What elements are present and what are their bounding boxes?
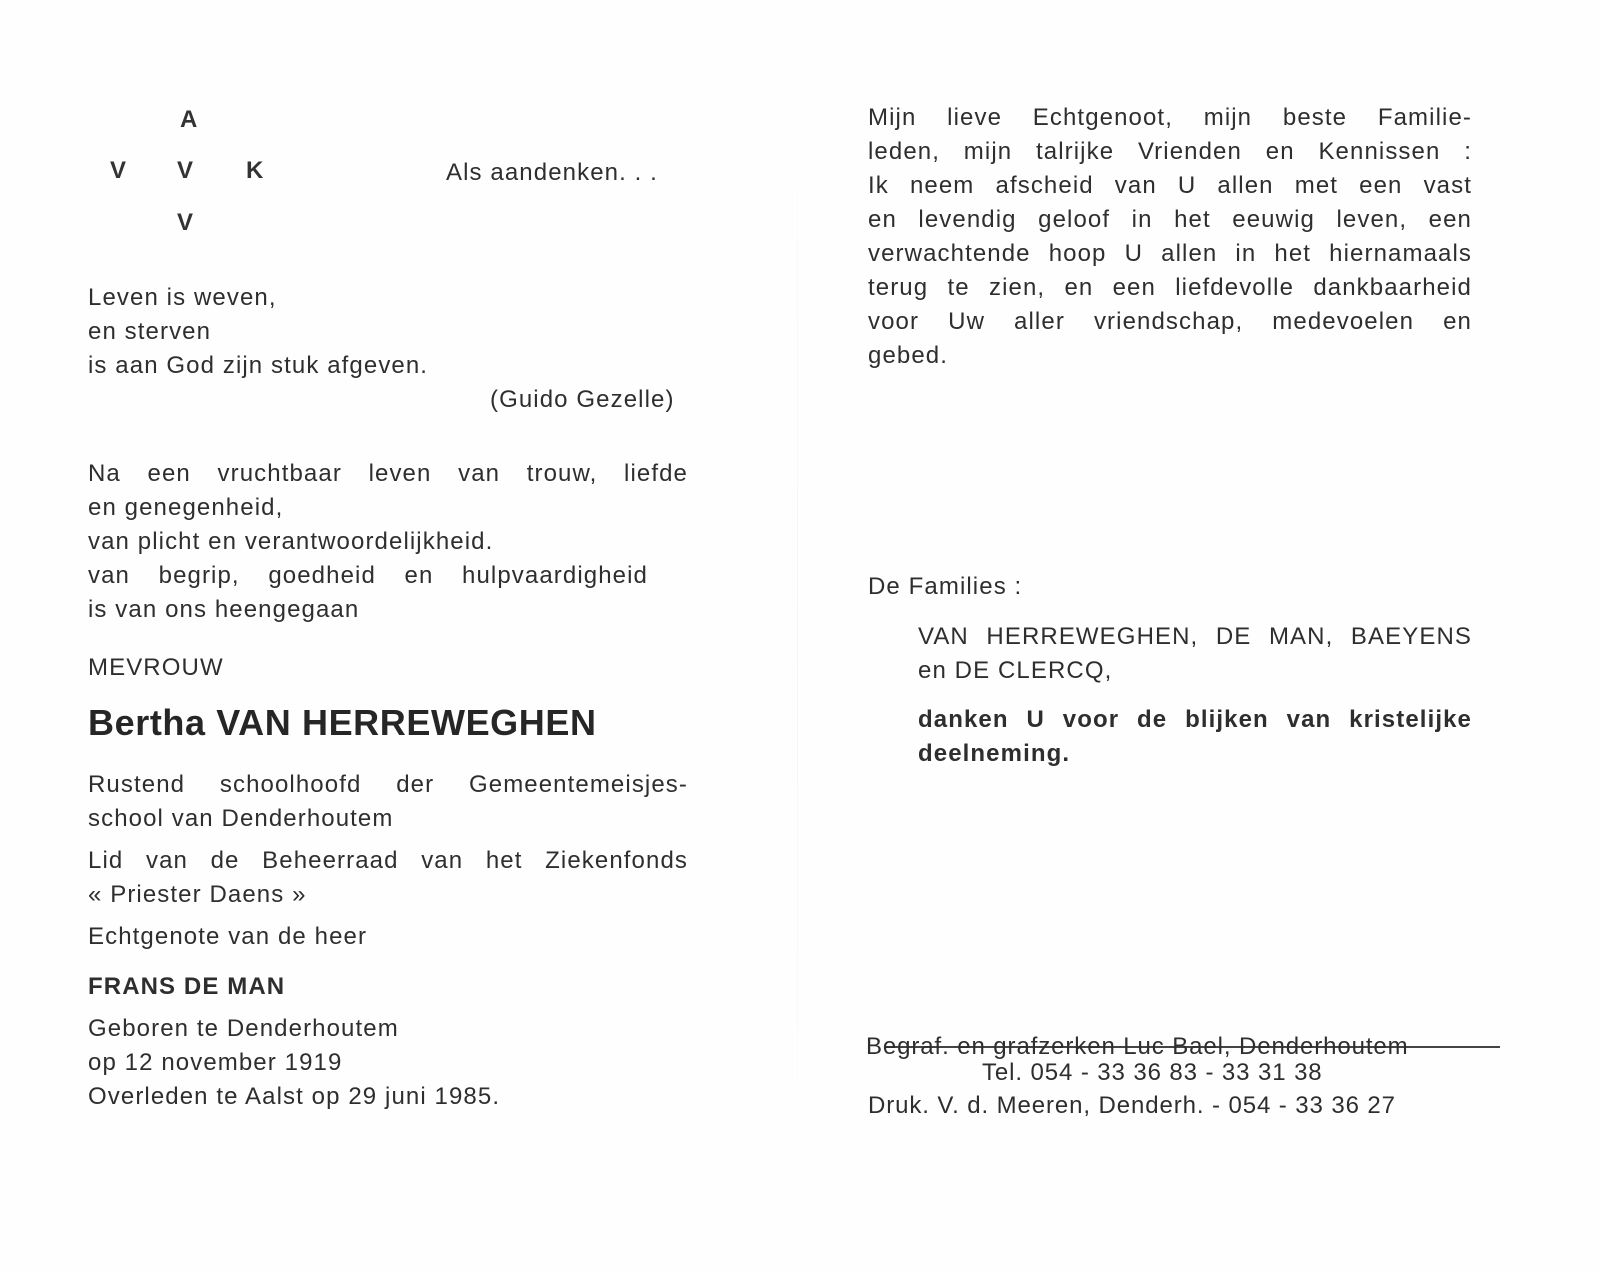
intro-line: van begrip, goedheid en hulpvaardigheid (88, 562, 648, 589)
spouse-name: FRANS DE MAN (88, 973, 286, 1000)
cross-letter-left: V (110, 157, 127, 184)
cross-letter-top: A (180, 106, 198, 133)
poem-line: is aan God zijn stuk afgeven. (88, 352, 429, 379)
families-line: VAN HERREWEGHEN, DE MAN, BAEYENS (918, 623, 1472, 650)
cross-letter-center: V (177, 157, 194, 184)
poem (88, 281, 428, 383)
thanks-line: deelneming. (918, 740, 1071, 767)
role-line: school van Denderhoutem (88, 805, 394, 832)
date-line: op 12 november 1919 (88, 1049, 343, 1076)
intro-line: Na een vruchtbaar leven van trouw, liefde (88, 460, 688, 487)
memorial-heading: Als aandenken. . . (446, 159, 658, 186)
intro-line: en genegenheid, (88, 494, 284, 521)
title-mevrouw: MEVROUW (88, 654, 224, 681)
date-line: Geboren te Denderhoutem (88, 1015, 399, 1042)
footer-phone: Tel. 054 - 33 36 83 - 33 31 38 (982, 1059, 1323, 1086)
thanks-text (918, 703, 1472, 771)
role-line: Rustend schoolhoofd der Gemeentemeisjes- (88, 771, 688, 798)
farewell-paragraph (868, 101, 1472, 373)
intro-line: is van ons heengegaan (88, 596, 360, 623)
life-dates (88, 1012, 500, 1114)
farewell-line: en levendig geloof in het eeuwig leven, een (868, 206, 1472, 233)
farewell-line: verwachtende hoop U allen in het hiernamaals (868, 240, 1472, 267)
farewell-line: leden, mijn talrijke Vrienden en Kennissen : (868, 138, 1472, 165)
spouse-intro: Echtgenote van de heer (88, 923, 368, 950)
families-line: en DE CLERCQ, (918, 657, 1113, 684)
farewell-line: Ik neem afscheid van U allen met een vast (868, 172, 1472, 199)
role-line: Lid van de Beheerraad van het Ziekenfonds (88, 847, 688, 874)
farewell-line: gebed. (868, 342, 949, 369)
intro-paragraph (88, 457, 688, 627)
poem-line: Leven is weven, (88, 284, 277, 311)
footer-funeral: Begraf. en grafzerken Luc Bael, Denderhoutem (866, 1033, 1409, 1060)
families-list (918, 620, 1472, 688)
deceased-name: Bertha VAN HERREWEGHEN (88, 702, 597, 743)
fold-line (797, 30, 798, 1240)
role-ziekenfonds (88, 844, 688, 912)
role-school (88, 768, 688, 836)
farewell-line: Mijn lieve Echtgenoot, mijn beste Familie- (868, 104, 1472, 131)
farewell-line: voor Uw aller vriendschap, medevoelen en (868, 308, 1472, 335)
footer-printer: Druk. V. d. Meeren, Denderh. - 054 - 33 36 27 (868, 1092, 1396, 1119)
role-line: « Priester Daens » (88, 881, 307, 908)
intro-line: van plicht en verantwoordelijkheid. (88, 528, 494, 555)
cross-letter-bottom: V (177, 209, 194, 236)
poem-line: en sterven (88, 318, 212, 345)
cross-letter-right: K (246, 157, 264, 184)
thanks-line: danken U voor de blijken van kristelijke (918, 706, 1472, 733)
farewell-line: terug te zien, en een liefdevolle dankbaarheid (868, 274, 1472, 301)
date-line: Overleden te Aalst op 29 juni 1985. (88, 1083, 501, 1110)
families-label: De Families : (868, 573, 1023, 600)
poem-author: (Guido Gezelle) (490, 386, 675, 413)
